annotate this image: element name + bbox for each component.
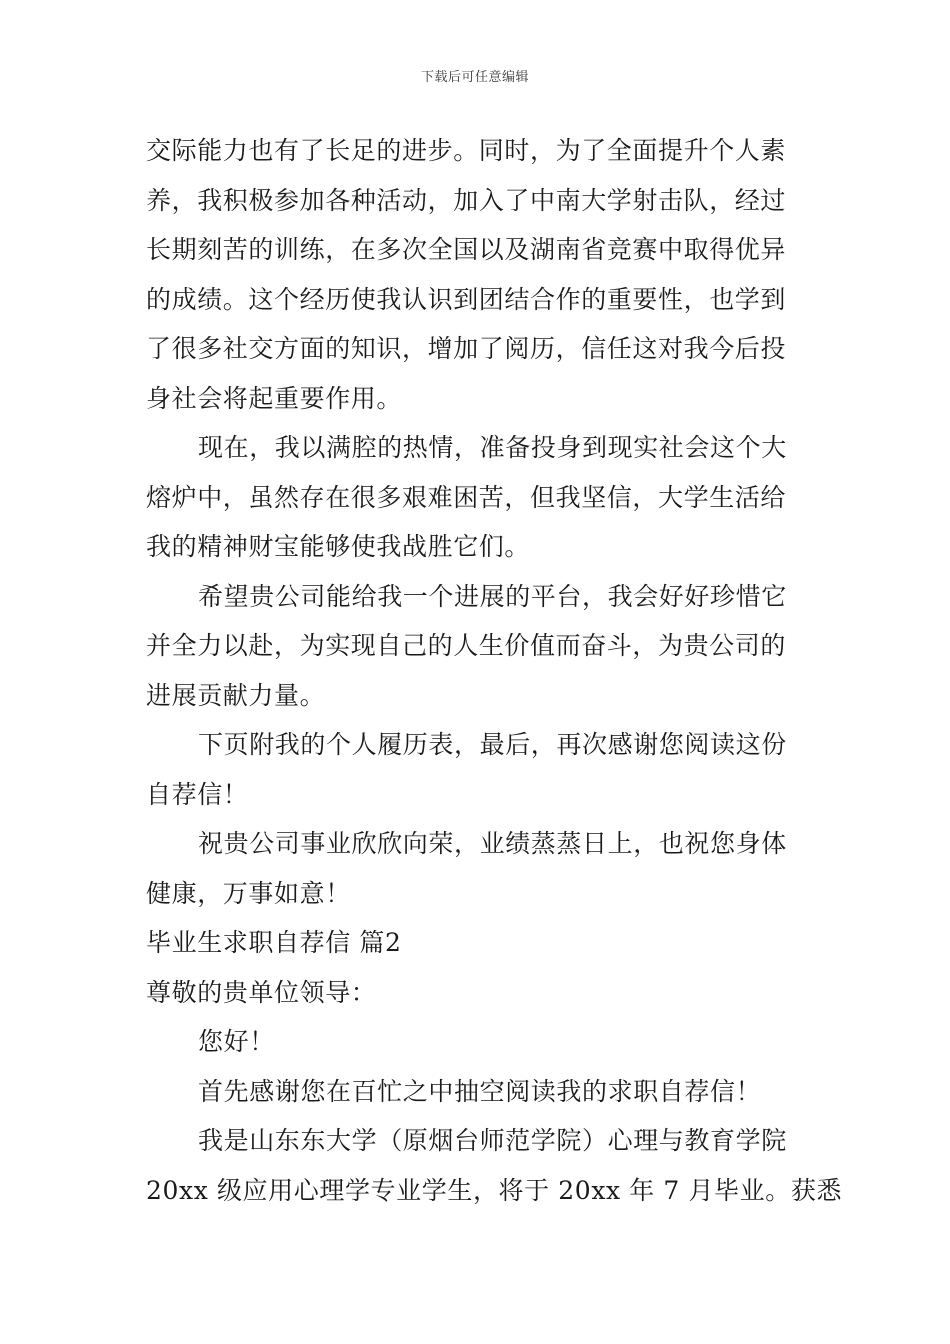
text-line: 您好！ <box>198 1027 275 1056</box>
text-line: 熔炉中，虽然存在很多艰难困苦，但我坚信，大学生活给 <box>146 482 787 512</box>
text-line: 健康，万事如意！ <box>146 878 351 908</box>
text-line: 希望贵公司能给我一个进展的平台，我会好好珍惜它 <box>198 581 787 611</box>
text-line: 自荐信！ <box>146 779 249 809</box>
text-line: 祝贵公司事业欣欣向荣，业绩蒸蒸日上，也祝您身体 <box>198 829 787 858</box>
text-line: 长期刻苦的训练，在多次全国以及湖南省竞赛中取得优异 <box>146 235 787 264</box>
text-line: 进展贡献力量。 <box>146 680 326 710</box>
text-line: 交际能力也有了长足的进步。同时，为了全面提升个人素 <box>146 136 787 165</box>
text-line: 我是山东东大学（原烟台师范学院）心理与教育学院 <box>198 1126 787 1155</box>
text-line: 并全力以赴，为实现自己的人生价值而奋斗，为贵公司的 <box>146 631 787 660</box>
text-line: 现在，我以满腔的热情，准备投身到现实社会这个大 <box>198 433 787 462</box>
text-line: 下页附我的个人履历表，最后，再次感谢您阅读这份 <box>198 730 787 759</box>
text-line: 的成绩。这个经历使我认识到团结合作的重要性，也学到 <box>146 284 787 314</box>
document-body <box>146 126 843 1215</box>
page-header: 下载后可任意编辑 <box>420 70 529 85</box>
text-line: 毕业生求职自荐信 篇2 <box>146 928 402 957</box>
text-line: 我的精神财宝能够使我战胜它们。 <box>146 532 531 561</box>
text-line: 了很多社交方面的知识，增加了阅历，信任这对我今后投 <box>146 334 787 363</box>
text-line: 20xx 级应用心理学专业学生，将于 20xx 年 7 月毕业。获悉 <box>146 1175 843 1205</box>
text-line: 尊敬的贵单位领导： <box>146 977 377 1007</box>
text-line: 养，我积极参加各种活动，加入了中南大学射击队，经过 <box>146 185 787 215</box>
text-line: 首先感谢您在百忙之中抽空阅读我的求职自荐信！ <box>198 1076 762 1106</box>
text-line: 身社会将起重要作用。 <box>146 383 403 413</box>
